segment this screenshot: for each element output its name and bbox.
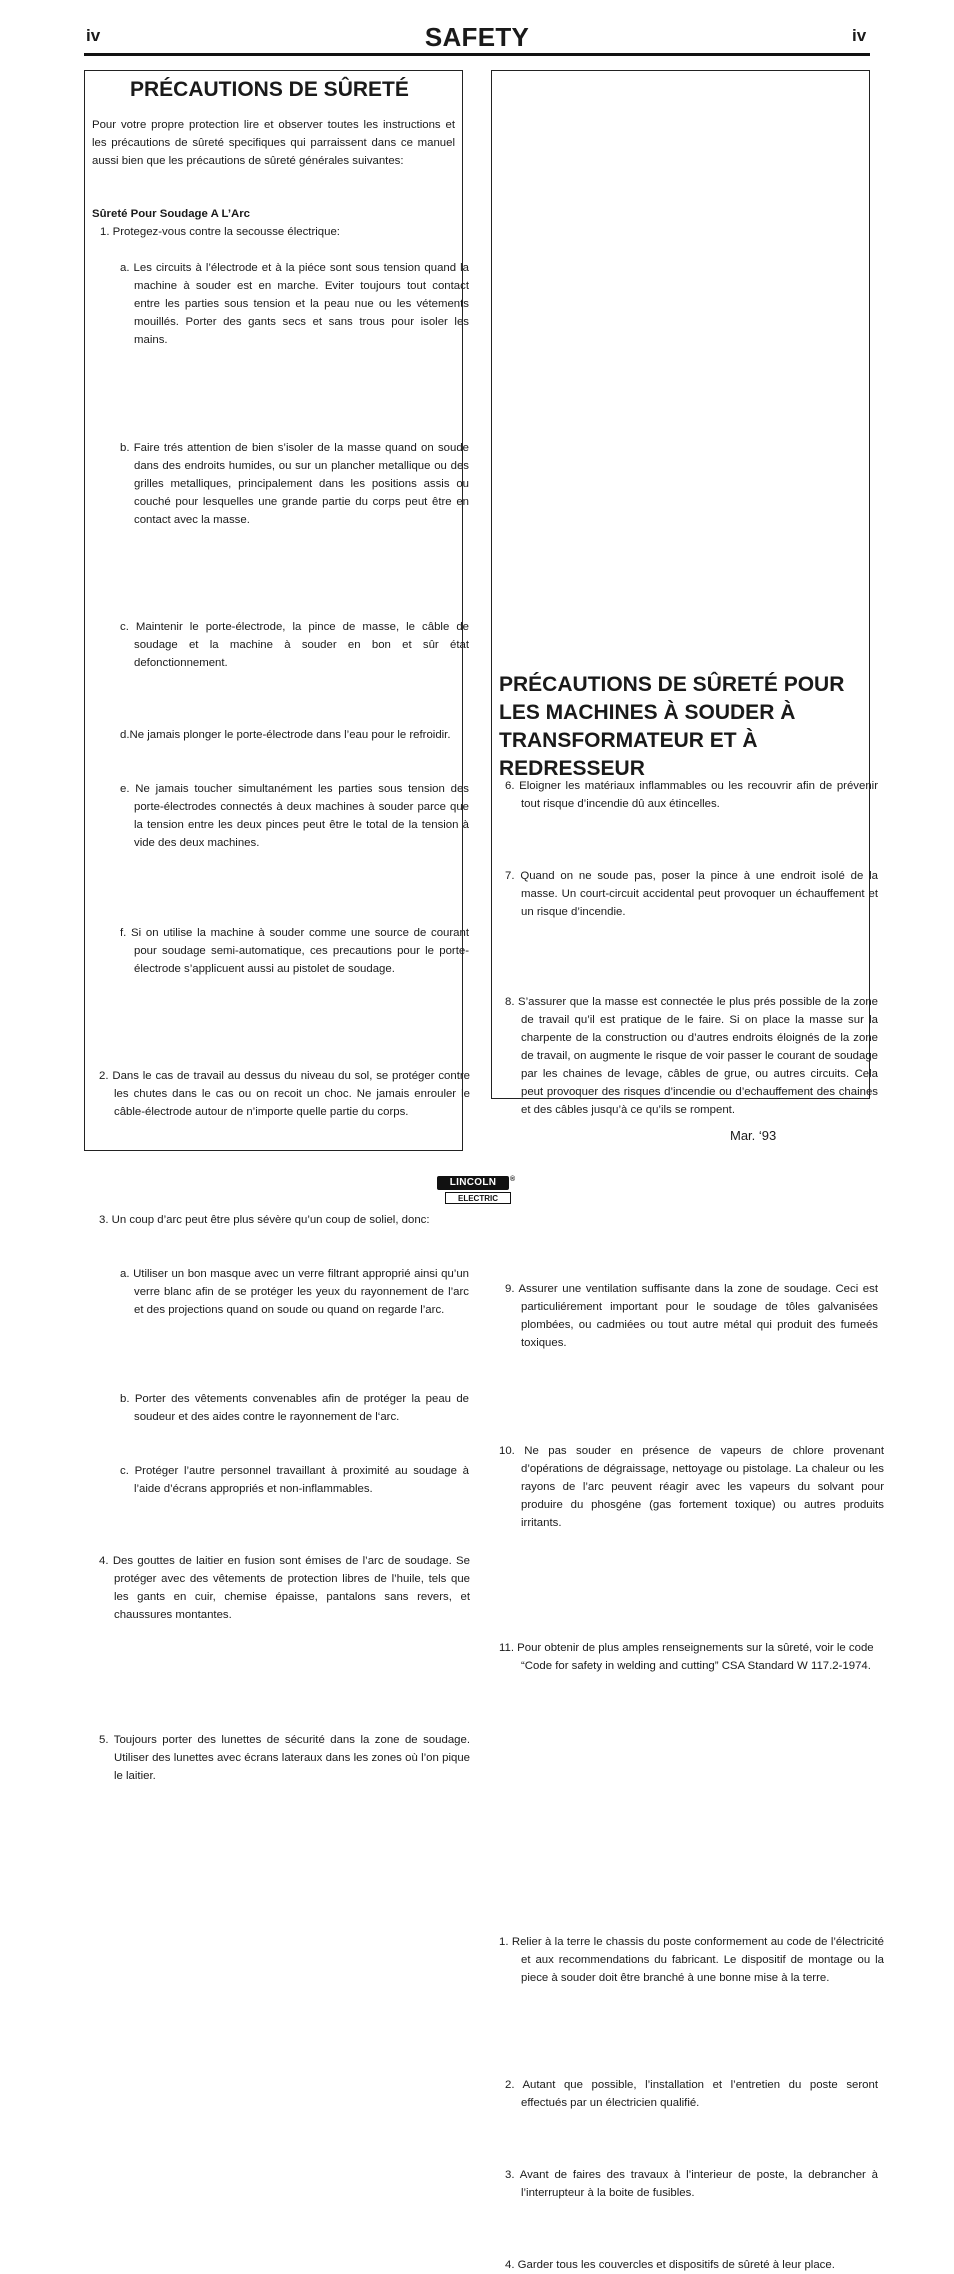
arc-welding-subheading: Sûreté Pour Soudage A L’Arc [92,208,251,220]
item-3c: c. Protéger l’autre personnel travaillant à proximité au soudage à l’aide d’écrans appropriés et non-inflammables. [120,1465,469,1495]
item-8: 8. S’assurer que la masse est connectée le plus prés possible de la zone de travail qu’il est pratique de le faire. Si on place la masse sur la charpente de la construction ou d’autres endroits éloignés de la zone de travail, on augmente le risque de voir passer le courant de soudage par les chaines de levage, câbles de grue, ou autres circuits. Cela peut provoquer des risques d’incendie ou d’echauffement des chaines et des câbles jusqu’à ce qu’ils se rompent. [505,996,878,1116]
item-6: 6. Eloigner les matériaux inflammables ou les recouvrir afin de prévenir tout risque d’incendie dû aux étincelles. [505,780,878,810]
transformer-item-3: 3. Avant de faires des travaux à l’interieur de poste, la debrancher à l’interrupteur à la boite de fusibles. [505,2169,878,2199]
intro-paragraph: Pour votre propre protection lire et observer toutes les instructions et les précautions de sûreté specifiques qui parraissent dans ce manuel aussi bien que les précautions de sûreté générales suivantes: [92,119,455,167]
item-1b: b. Faire trés attention de bien s’isoler de la masse quand on soude dans des endroits humides, ou sur un plancher metallique ou des grilles metalliques, principalement dans les positions assis ou couché pour lesquelles une grande partie du corps peut être en contact avec la masse. [120,442,469,526]
item-1e: e. Ne jamais toucher simultanément les parties sous tension des porte-électrodes connectés à deux machines à souder parce que la tension entre les deux pinces peut être le total de la tension à vide des deux machines. [120,783,469,849]
page-header [0,0,954,60]
header-rule [84,53,870,56]
item-1: 1. Protegez-vous contre la secousse électrique: [100,226,340,238]
item-1f: f. Si on utilise la machine à souder comme une source de courant pour soudage semi-automatique, ces precautions pour le porte-électrode s’applicuent aussi au pistolet de soudage. [120,927,469,975]
logo-top-text: LINCOLN [437,1176,509,1190]
item-3a: a. Utiliser un bon masque avec un verre filtrant approprié ainsi qu’un verre blanc afin de se protéger les yeux du rayonnement de l’arc et des projections quand on soude ou quand on regarde l’arc. [120,1268,469,1316]
item-2: 2. Dans le cas de travail au dessus du niveau du sol, se protéger contre les chutes dans le cas ou on recoit un choc. Ne jamais enrouler le câble-électrode autour de n’importe quelle partie du corps. [99,1070,470,1118]
item-1a: a. Les circuits à l’électrode et à la piéce sont sous tension quand la machine à souder est en marche. Eviter toujours tout contact entre les parties sous tension et la peau nue ou les vétements mouillés. Porter des gants secs et sans trous pour isoler les mains. [120,262,469,346]
page-title: SAFETY [424,22,530,52]
item-4: 4. Des gouttes de laitier en fusion sont émises de l’arc de soudage. Se protéger avec des vêtements de protection libres de l’huile, tels que les gants en cuir, chemise épaisse, pantalons sans revers, et chaussures montantes. [99,1555,470,1621]
page-number-right: iv [852,26,867,45]
page-number-left: iv [86,26,101,45]
item-3: 3. Un coup d’arc peut être plus sévère qu’un coup de soliel, donc: [99,1214,430,1226]
left-heading: PRÉCAUTIONS DE SÛRETÉ [130,78,409,101]
item-3b: b. Porter des vêtements convenables afin de protéger la peau de soudeur et des aides contre le rayonnement de l‘arc. [120,1393,469,1423]
transformer-item-2: 2. Autant que possible, l’installation et l’entretien du poste seront effectués par un électricien qualifié. [505,2079,878,2109]
item-7: 7. Quand on ne soude pas, poser la pince à une endroit isolé de la masse. Un court-circuit accidental peut provoquer un échauffement et un risque d’incendie. [505,870,878,918]
revision-date: Mar. ‘93 [730,1128,777,1143]
item-5: 5. Toujours porter des lunettes de sécurité dans la zone de soudage. Utiliser des lunettes avec écrans lateraux dans les zones où l’on pique le laitier. [99,1734,470,1782]
logo-bottom-text: ELECTRIC [445,1192,511,1204]
item-1c: c. Maintenir le porte-électrode, la pince de masse, le câble de soudage et la machine à souder en bon et sûr état defonctionnement. [120,621,469,669]
right-column-box [491,70,870,1099]
lincoln-electric-logo [437,1176,517,1206]
item-11: 11. Pour obtenir de plus amples renseignements sur la sûreté, voir le code “Code for safety in welding and cutting” CSA Standard W 117.2-1974. [499,1642,874,1672]
logo-registered-mark: ® [510,1176,516,1183]
item-1d: d.Ne jamais plonger le porte-électrode dans l’eau pour le refroidir. [120,729,451,741]
transformer-item-1: 1. Relier à la terre le chassis du poste conformement au code de l’électricité et aux recommendations du fabricant. Le dispositif de montage ou la piece à souder doit être branché à une bonne mise à la terre. [499,1936,884,1984]
item-9: 9. Assurer une ventilation suffisante dans la zone de soudage. Ceci est particuliérement important pour le soudage de tôles galvanisées plombées, ou cadmiées ou tout autre métal qui produit des fumeés toxiques. [505,1283,878,1349]
transformer-item-4: 4. Garder tous les couvercles et dispositifs de sûreté à leur place. [505,2259,835,2271]
transformer-heading: PRÉCAUTIONS DE SÛRETÉ POUR LES MACHINES À SOUDER À TRANSFORMATEUR ET À REDRESSEUR [499,673,845,780]
item-10: 10. Ne pas souder en présence de vapeurs de chlore provenant d’opérations de dégraissage, nettoyage ou pistolage. La chaleur ou les rayons de l’arc peuvent réagir avec les vapeurs du solvant pour produire du phosgéne (gas fortement toxique) ou autres produits irritants. [499,1445,884,1529]
